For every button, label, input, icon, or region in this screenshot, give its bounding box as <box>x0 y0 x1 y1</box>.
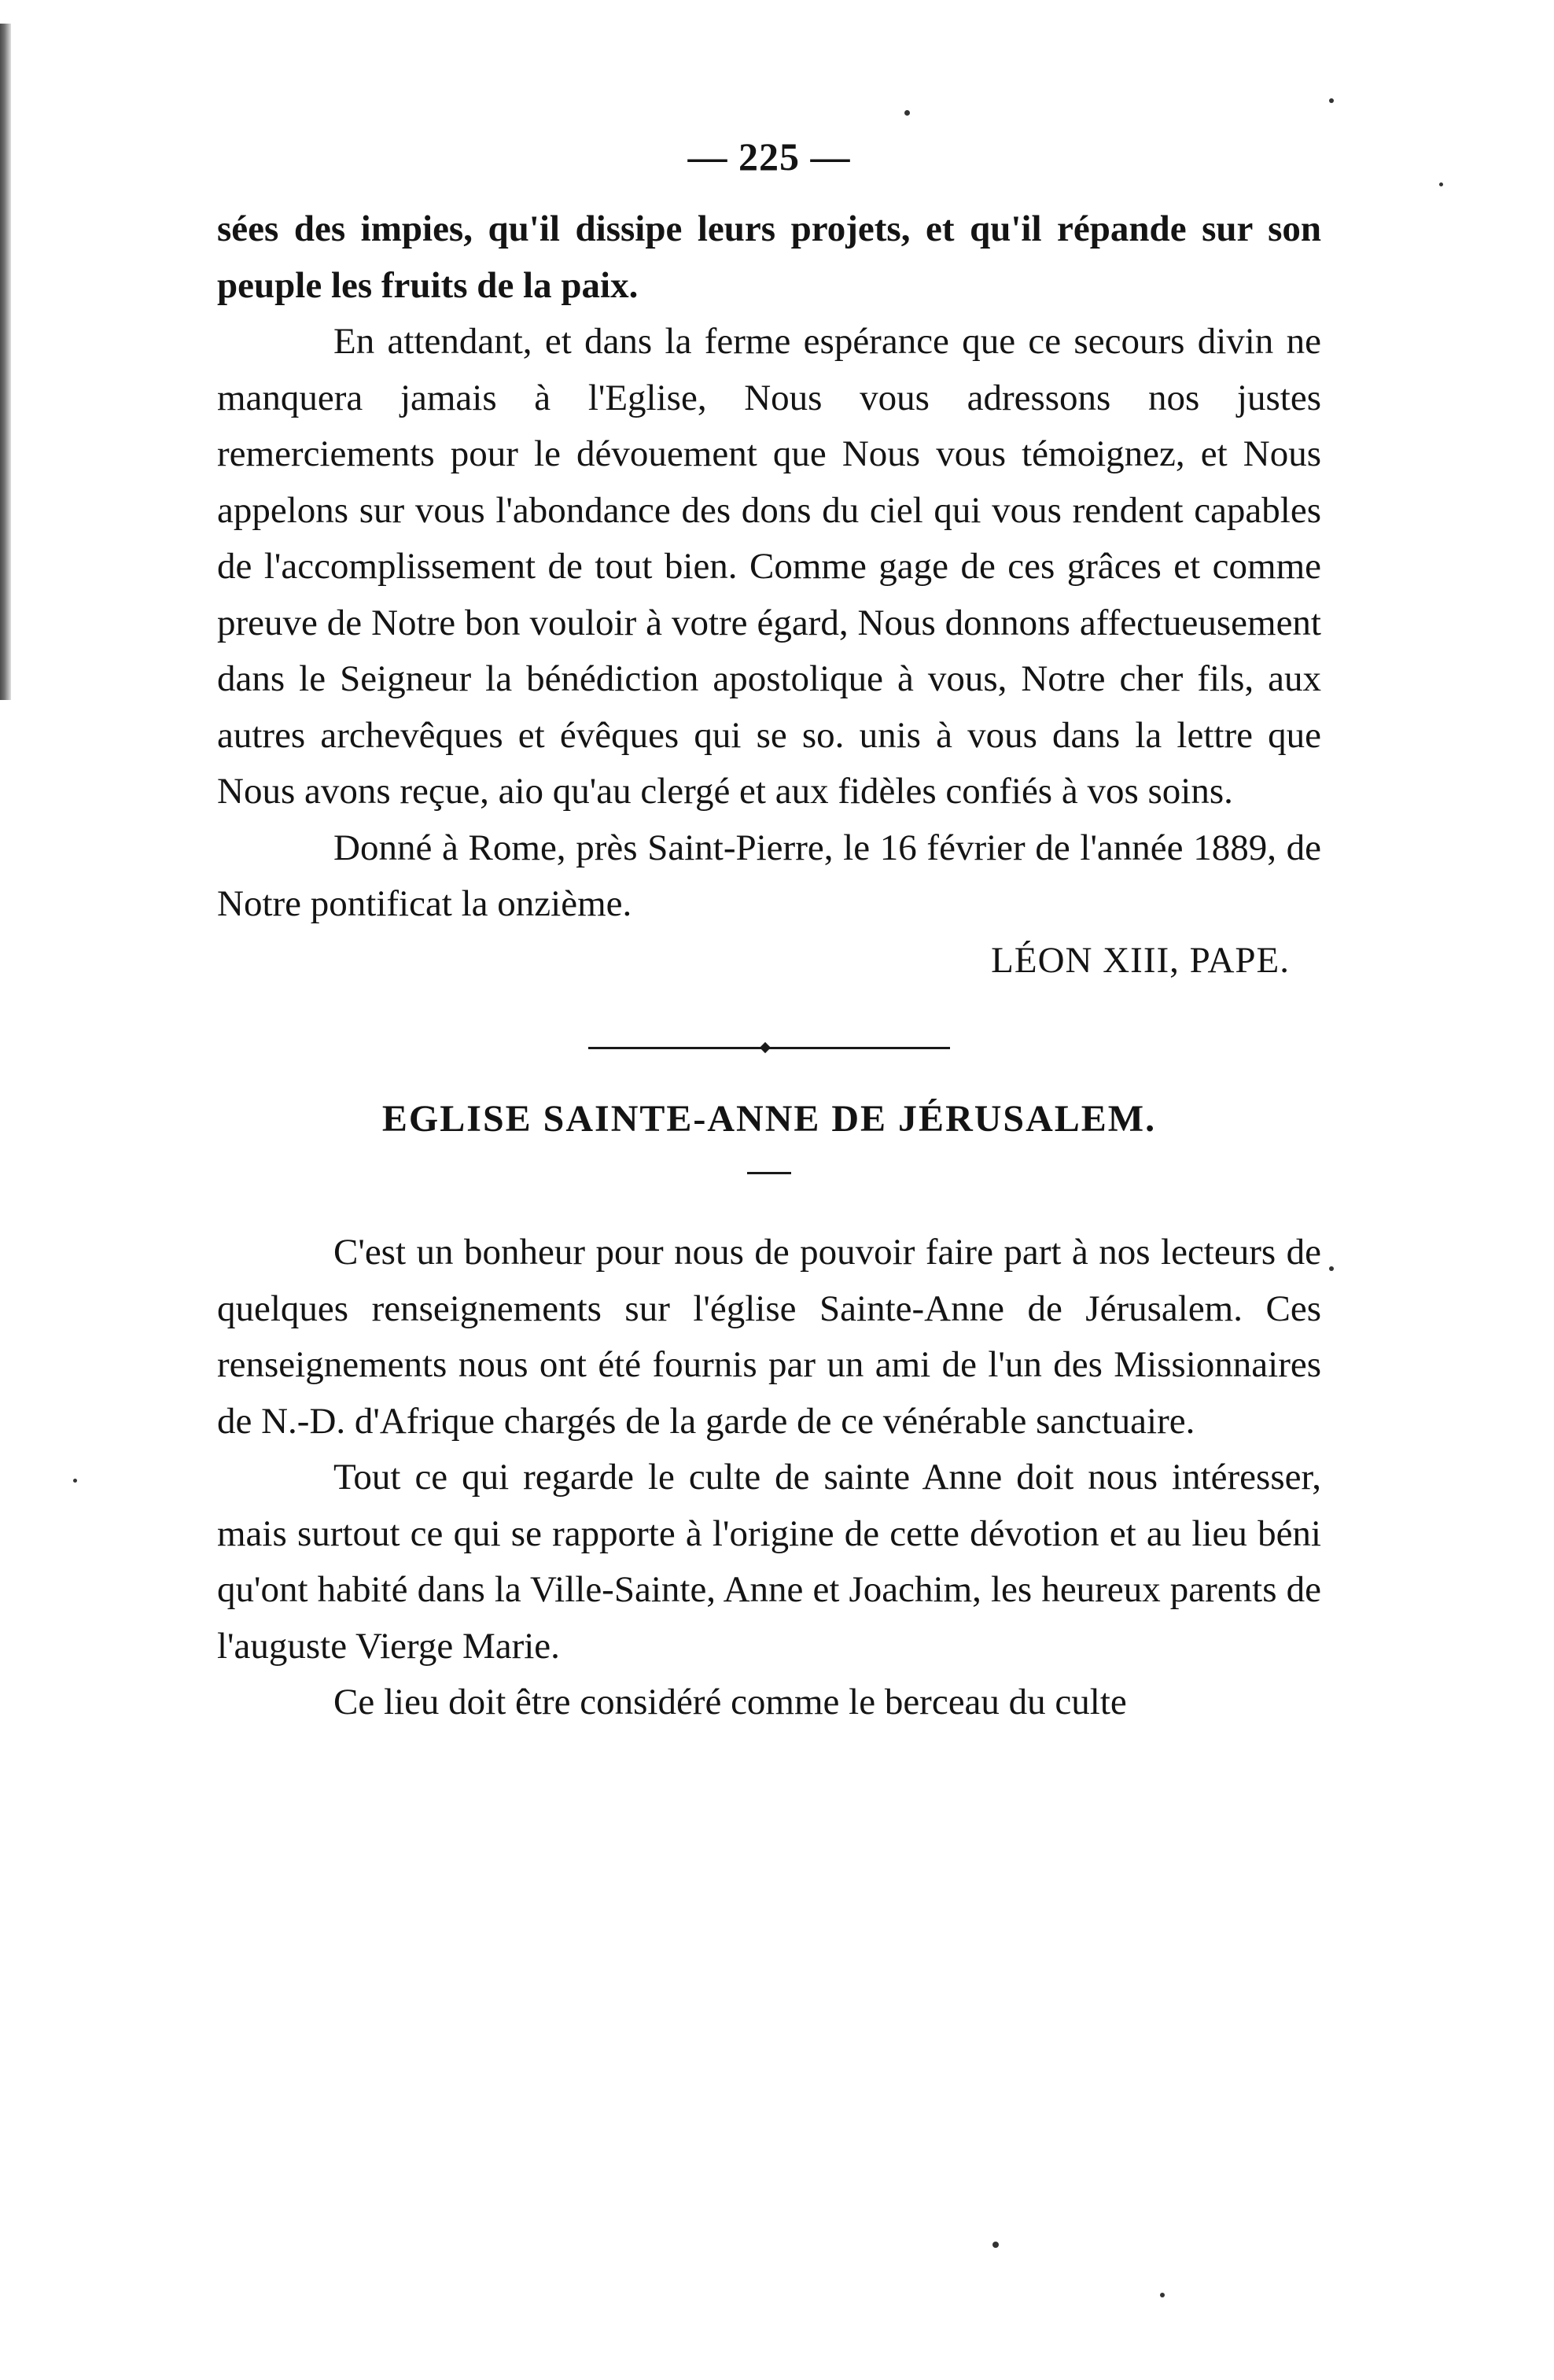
scan-edge-shadow <box>0 24 11 700</box>
page-number: — 225 — <box>687 134 851 179</box>
paragraph-cradle: Ce lieu doit être considéré comme le berceau du culte <box>333 1682 1127 1722</box>
scan-speck <box>73 1479 77 1483</box>
paragraph-blessing: En attendant, et dans la ferme espérance que ce secours divin ne manquera jamais à l'Eglise, Nous vous adressons nos justes remerciements pour le dévouement que Nous vous témoignez, et Nous appelons sur vous l'abondance des dons du ciel qui vous rendent capables de l'accomplissement de tout bien. Comme gage de ces grâces et comme preuve de Notre bon vouloir à votre égard, Nous donnons affectueusement dans le Seigneur la bénédiction apostolique à vous, Notre cher fils, aux autres archevêques et évêques qui se so. unis à vous dans la lettre que Nous avons reçue, aio qu'au clergé et aux fidèles confiés à vos soins. <box>217 321 1321 812</box>
scan-speck <box>1329 1266 1334 1271</box>
scan-speck <box>1439 182 1443 186</box>
scan-speck <box>1329 98 1334 103</box>
paragraph-intro: C'est un bonheur pour nous de pouvoir faire part à nos lecteurs de quelques renseignements sur l'église Sainte-Anne de Jérusalem. Ces renseignements nous ont été fournis par un ami de l'un des Missionnaires de N.-D. d'Afrique chargés de la garde de ce vénérable sanctuaire. <box>217 1232 1321 1442</box>
section-heading: EGLISE SAINTE-ANNE DE JÉRUSALEM. <box>381 1098 1157 1140</box>
ornamental-divider <box>588 1044 950 1052</box>
paragraph-continuation: sées des impies, qu'il dissipe leurs projets, et qu'il répande sur son peuple les fruits de la paix. <box>217 208 1321 306</box>
divider-diamond-icon <box>760 1042 771 1053</box>
heading-rule <box>747 1172 791 1174</box>
book-page <box>217 134 1321 1731</box>
signature: LÉON XIII, PAPE. <box>991 939 1290 981</box>
scan-speck <box>992 2242 999 2248</box>
paragraph-dateline: Donné à Rome, près Saint-Pierre, le 16 février de l'année 1889, de Notre pontificat la onzième. <box>217 827 1321 924</box>
paragraph-cult: Tout ce qui regarde le culte de sainte Anne doit nous intéresser, mais surtout ce qui se rapporte à l'origine de cette dévotion et au lieu béni qu'ont habité dans la Ville-Sainte, Anne et Joachim, les heureux parents de l'auguste Vierge Marie. <box>217 1457 1321 1667</box>
scan-speck <box>904 110 910 116</box>
scan-speck <box>1160 2293 1165 2297</box>
